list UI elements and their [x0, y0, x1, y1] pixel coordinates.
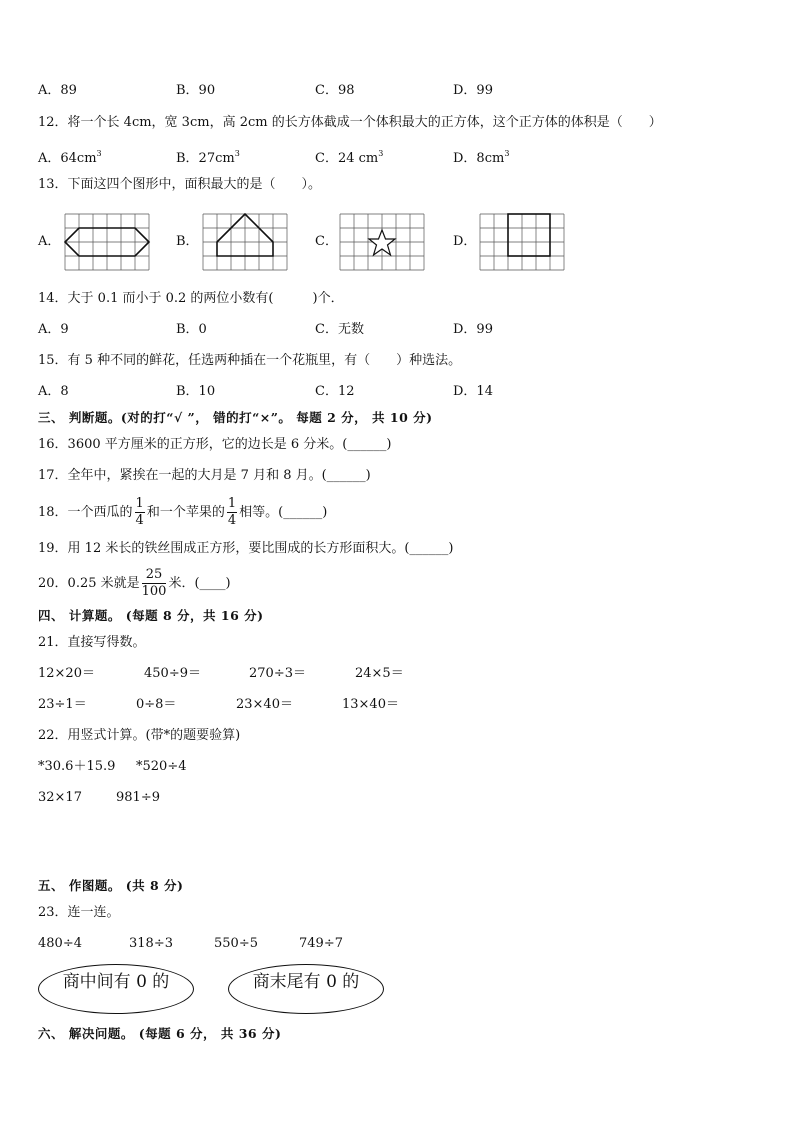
q21-item: 23÷1＝ [38, 697, 87, 712]
q12-stem: 12．将一个长 4cm，宽 3cm，高 2cm 的长方体截成一个体积最大的正方体，这个正方体的体积是（ ） [38, 115, 662, 130]
q23-item: 550÷5 [214, 936, 258, 951]
q13-option-c: C． [315, 234, 338, 249]
q23-item: 318÷3 [129, 936, 173, 951]
q14-option-c: C．无数 [315, 322, 364, 337]
q13-figure-d-rectangle [479, 213, 567, 273]
q21-item: 0÷8＝ [136, 697, 177, 712]
q14-option-b: B．0 [176, 322, 207, 337]
q13-option-a: A． [38, 234, 61, 249]
q23-oval-middle-zero: 商中间有 0 的 [38, 964, 194, 1014]
q18: 18．一个西瓜的 $\frac{1}{4}$ 和一个苹果的 $\frac{1}{4}$ 相等。(______) [38, 496, 328, 528]
q12-option-a: A．$64cm^3$ [38, 149, 102, 166]
q11-option-b: B．90 [176, 83, 216, 98]
q21-item: 13×40＝ [342, 697, 399, 712]
q22-item: 981÷9 [116, 790, 160, 805]
q11-option-d: D．99 [453, 83, 493, 98]
q15-option-d: D．14 [453, 384, 493, 399]
q21-item: 24×5＝ [355, 666, 404, 681]
section-3-heading: 三、 判断题。(对的打“√ ”， 错的打“×”。 每题 2 分， 共 10 分) [38, 410, 433, 425]
q20-fraction: $\frac{25}{100}$ [141, 567, 167, 599]
q22-item: *30.6＋15.9 [38, 759, 116, 774]
q23-oval-end-zero: 商末尾有 0 的 [228, 964, 384, 1014]
q22-stem: 22．用竖式计算。(带*的题要验算) [38, 728, 241, 743]
q14-option-d: D．99 [453, 322, 493, 337]
q16: 16．3600 平方厘米的正方形，它的边长是 6 分米。(______) [38, 437, 392, 452]
q11-option-c: C．98 [315, 83, 355, 98]
q11-option-a: A．89 [38, 83, 77, 98]
q15-stem: 15．有 5 种不同的鲜花，任选两种插在一个花瓶里，有（ ）种选法。 [38, 353, 462, 368]
q15-option-b: B．10 [176, 384, 216, 399]
q13-figure-c-star [339, 213, 427, 273]
q21-item: 270÷3＝ [249, 666, 306, 681]
q23-item: 480÷4 [38, 936, 82, 951]
q15-option-a: A．8 [38, 384, 69, 399]
q13-option-d: D． [453, 234, 477, 249]
q18-fraction-2: $\frac{1}{4}$ [227, 496, 237, 528]
q21-item: 450÷9＝ [144, 666, 201, 681]
q13-figure-a-hexagon [64, 213, 152, 273]
section-6-heading: 六、 解决问题。 (每题 6 分， 共 36 分) [38, 1026, 282, 1041]
q21-item: 12×20＝ [38, 666, 95, 681]
q23-item: 749÷7 [299, 936, 343, 951]
q23-stem: 23．连一连。 [38, 905, 120, 920]
q12-option-c: C．24 $cm^3$ [315, 149, 384, 166]
q13-option-b: B． [176, 234, 199, 249]
q15-option-c: C．12 [315, 384, 355, 399]
q20: 20．0.25 米就是 $\frac{25}{100}$ 米．(____) [38, 567, 231, 599]
q21-item: 23×40＝ [236, 697, 293, 712]
q22-item: *520÷4 [136, 759, 187, 774]
section-4-heading: 四、 计算题。 (每题 8 分，共 16 分) [38, 608, 264, 623]
q19: 19．用 12 米长的铁丝围成正方形，要比围成的长方形面积大。(______) [38, 541, 454, 556]
q13-stem: 13．下面这四个图形中，面积最大的是（ ）。 [38, 177, 322, 192]
q14-stem: 14．大于 0.1 而小于 0.2 的两位小数有( )个． [38, 291, 344, 306]
q18-fraction-1: $\frac{1}{4}$ [135, 496, 144, 528]
q21-stem: 21．直接写得数。 [38, 635, 146, 650]
q13-figure-b-pentagon [202, 213, 290, 273]
q22-item: 32×17 [38, 790, 82, 805]
section-5-heading: 五、 作图题。 (共 8 分) [38, 878, 184, 893]
q17: 17．全年中，紧挨在一起的大月是 7 月和 8 月。(______) [38, 468, 371, 483]
q12-option-b: B．$27cm^3$ [176, 149, 240, 166]
q14-option-a: A．9 [38, 322, 69, 337]
q12-option-d: D．$8cm^3$ [453, 149, 510, 166]
